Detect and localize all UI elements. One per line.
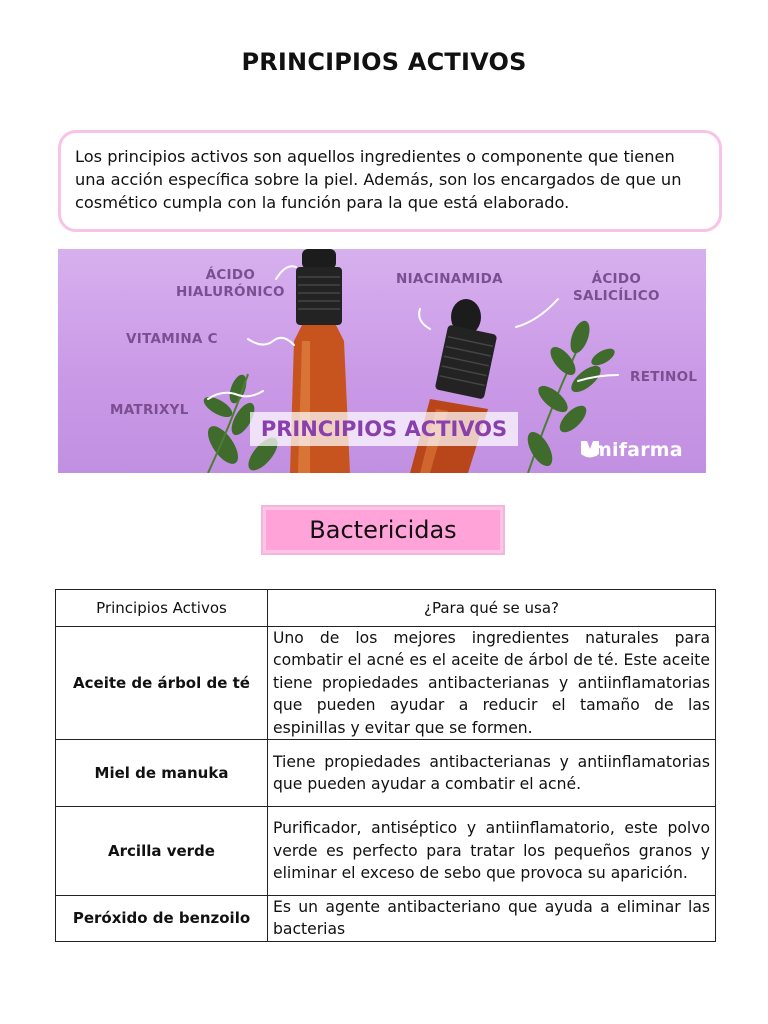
banner-title: PRINCIPIOS ACTIVOS	[250, 412, 518, 446]
active-ingredients-table	[55, 589, 716, 942]
column-header: ¿Para qué se usa?	[268, 590, 716, 627]
column-header: Principios Activos	[56, 590, 268, 627]
label-acido-hialuronico: ÁCIDO HIALURÓNICO	[176, 267, 285, 300]
ingredient-use: Uno de los mejores ingredientes naturales para combatir el acné es el aceite de árbol de té. Este aceite tiene propiedades antibacterianas y antiinflamatorias que pueden ayudar a reducir el tamaño de las espinillas y evitar que se formen.	[268, 627, 716, 740]
label-matrixyl: MATRIXYL	[110, 402, 189, 418]
brand-logo: mifarma	[592, 439, 683, 461]
ingredient-name: Aceite de árbol de té	[56, 627, 268, 740]
ingredient-use: Tiene propiedades antibacterianas y antiinflamatorias que pueden ayudar a combatir el acné.	[268, 740, 716, 807]
ingredient-use: Purificador, antiséptico y antiinflamatorio, este polvo verde es perfecto para tratar los pequeños granos y eliminar el exceso de sebo que provoca su aparición.	[268, 807, 716, 896]
banner-image	[58, 249, 706, 473]
ingredient-name: Miel de manuka	[56, 740, 268, 807]
page-title: PRINCIPIOS ACTIVOS	[241, 48, 527, 76]
label-acido-salicilico: ÁCIDO SALICÍLICO	[573, 271, 660, 304]
intro-box	[58, 130, 722, 232]
ingredient-name: Arcilla verde	[56, 807, 268, 896]
label-retinol: RETINOL	[630, 369, 698, 385]
table-row	[56, 740, 716, 807]
intro-text: Los principios activos son aquellos ingredientes o componente que tienen una acción específica sobre la piel. Además, son los encargados de que un cosmético cumpla con la función para la que está elaborado.	[75, 147, 682, 212]
table-row	[56, 807, 716, 896]
label-vitamina-c: VITAMINA C	[126, 331, 218, 347]
section-heading: Bactericidas	[261, 505, 505, 555]
table-row	[56, 627, 716, 740]
ingredient-name: Peróxido de benzoilo	[56, 896, 268, 942]
label-niacinamida: NIACINAMIDA	[396, 271, 503, 287]
table-header-row	[56, 590, 716, 627]
table-row	[56, 896, 716, 942]
ingredient-use: Es un agente antibacteriano que ayuda a eliminar las bacterias	[268, 896, 716, 942]
